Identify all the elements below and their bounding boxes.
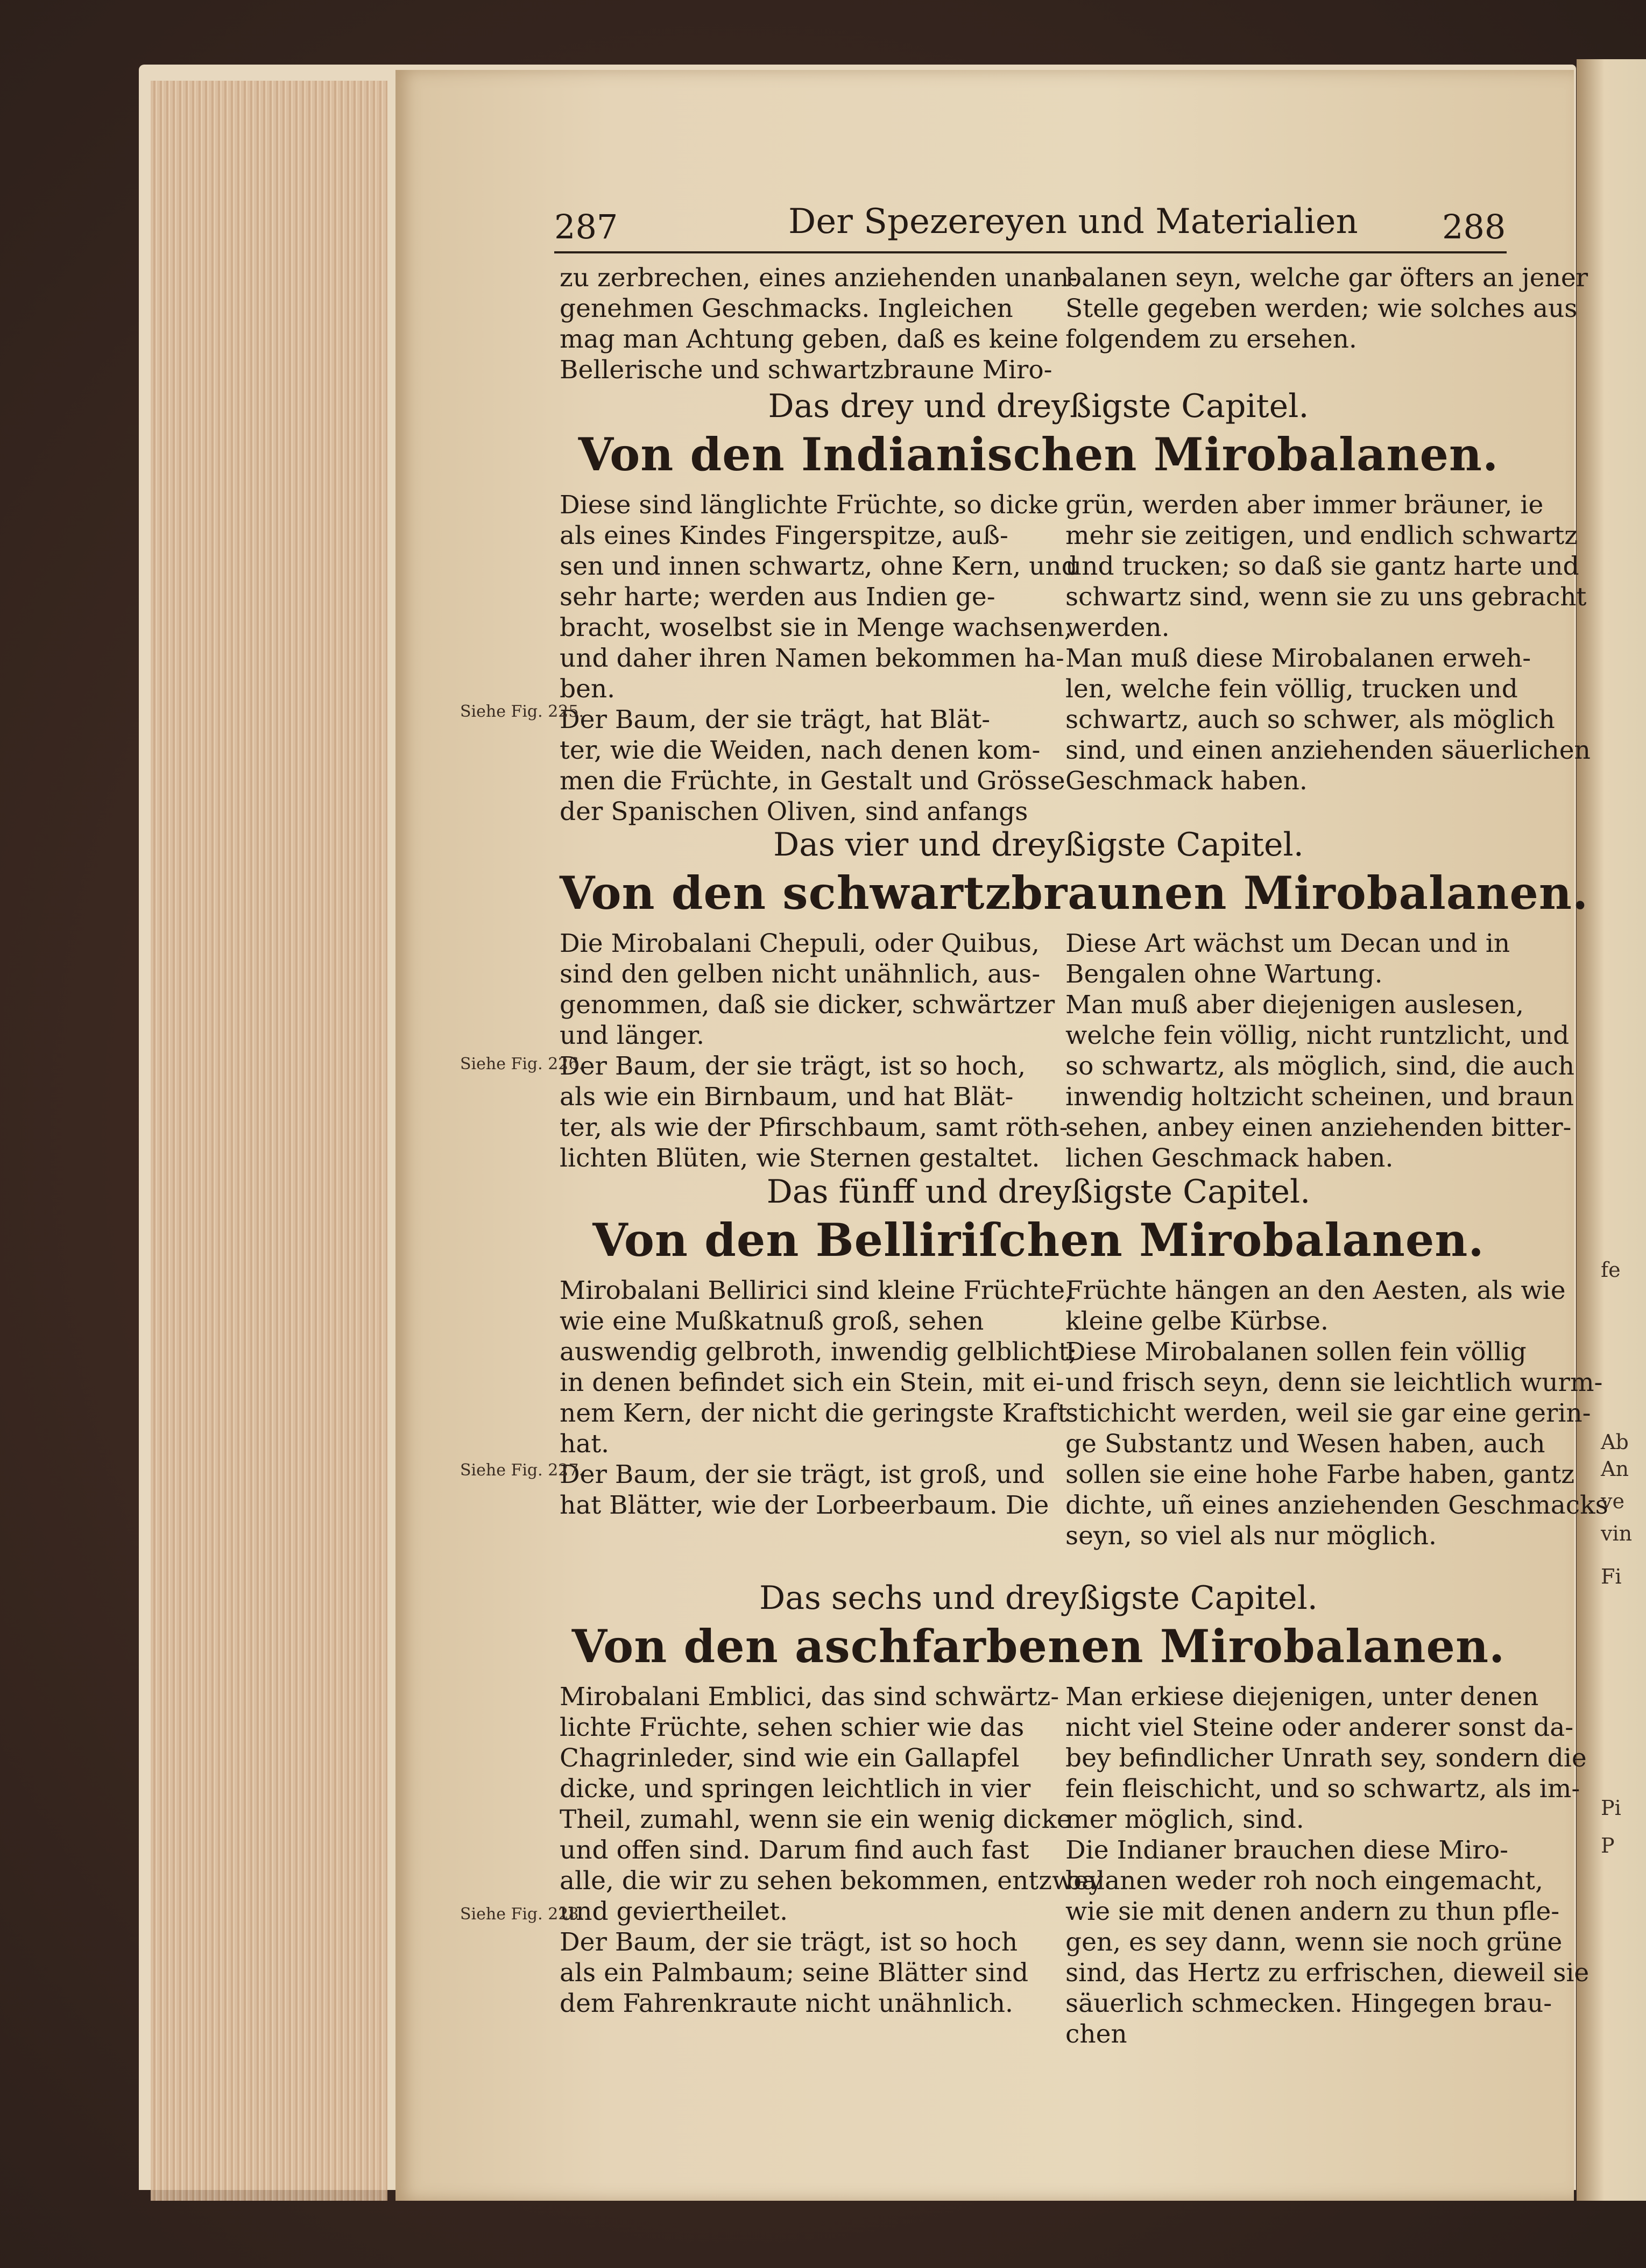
text-line: len, welche fein völlig, trucken und	[1065, 674, 1518, 704]
text-line: sehr harte; werden aus Indien ge-	[560, 582, 995, 612]
text-line: lichte Früchte, sehen schier wie das	[560, 1713, 1025, 1742]
text-line: Bengalen ohne Wartung.	[1065, 959, 1383, 989]
text-line: auswendig gelbroth, inwendig gelblicht;	[560, 1337, 1077, 1367]
text-line: als eines Kindes Fingerspitze, auß-	[560, 521, 1008, 550]
text-line: nicht viel Steine oder anderer sonst da-	[1065, 1713, 1574, 1742]
chapter-heading: Von den schwartzbraunen Mirobalanen.	[560, 866, 1589, 920]
text-line: Der Baum, der sie trägt, ist so hoch	[560, 1927, 1018, 1957]
text-line: sehen, anbey einen anziehenden bitter-	[1065, 1113, 1572, 1142]
text-line: wie eine Mußkatnuß groß, sehen	[560, 1306, 984, 1336]
facing-page-fragment: Fi	[1601, 1565, 1622, 1588]
text-line: Stelle gegeben werden; wie solches aus	[1065, 294, 1578, 323]
text-line: säuerlich schmecken. Hingegen brau-	[1065, 1989, 1552, 2018]
text-line: mer möglich, sind.	[1065, 1805, 1304, 1834]
text-line: Diese Art wächst um Decan und in	[1065, 929, 1510, 958]
text-line: nem Kern, der nicht die geringste Kraft	[560, 1398, 1068, 1428]
text-line: gen, es sey dann, wenn sie noch grüne	[1065, 1927, 1563, 1957]
text-line: grün, werden aber immer bräuner, ie	[1065, 490, 1544, 520]
text-line: als ein Palmbaum; seine Blätter sind	[560, 1958, 1029, 1988]
text-line: men die Früchte, in Gestalt und Grösse	[560, 766, 1065, 796]
text-line: ge Substantz und Wesen haben, auch	[1065, 1429, 1545, 1459]
text-line: Man muß diese Mirobalanen erweh-	[1065, 644, 1531, 673]
facing-page-fragment: Ab	[1601, 1430, 1629, 1454]
text-line: lichten Blüten, wie Sternen gestaltet.	[560, 1143, 1040, 1173]
text-line: Der Baum, der sie trägt, ist groß, und	[560, 1460, 1045, 1489]
text-line: balanen seyn, welche gar öfters an jener	[1065, 263, 1588, 293]
margin-figure-reference: Siehe Fig. 225.	[460, 702, 584, 721]
text-line: Der Baum, der sie trägt, ist so hoch,	[560, 1051, 1026, 1081]
facing-page-fragment: Pi	[1601, 1796, 1621, 1820]
chapter-heading: Von den aschfarbenen Mirobalanen.	[571, 1620, 1506, 1673]
margin-figure-reference: Siehe Fig. 227.	[460, 1461, 584, 1480]
text-line: und länger.	[560, 1021, 705, 1050]
text-line: ter, wie die Weiden, nach denen kom-	[560, 736, 1041, 765]
text-line: bracht, woselbst sie in Menge wachsen,	[560, 613, 1072, 642]
text-line: Man erkiese diejenigen, unter denen	[1065, 1682, 1539, 1712]
text-line: schwartz sind, wenn sie zu uns gebracht	[1065, 582, 1587, 612]
text-line: Mirobalani Emblici, das sind schwärtz-	[560, 1682, 1059, 1712]
facing-page-fragment: vin	[1601, 1522, 1633, 1545]
text-line: balanen weder roh noch eingemacht,	[1065, 1866, 1543, 1896]
text-line: sind, das Hertz zu erfrischen, dieweil sie	[1065, 1958, 1590, 1988]
facing-page-fragment: P	[1601, 1834, 1615, 1857]
facing-page-fragment: fe	[1601, 1258, 1621, 1282]
text-line: dicke, und springen leichtlich in vier	[560, 1774, 1031, 1804]
facing-page-fragment: ve	[1601, 1489, 1624, 1513]
text-line: werden.	[1065, 613, 1170, 642]
chapter-number: Das sechs und dreyßigste Capitel.	[759, 1579, 1318, 1617]
text-line: Geschmack haben.	[1065, 766, 1308, 796]
text-line: ben.	[560, 674, 616, 704]
text-line: fein fleischicht, und so schwartz, als im-	[1065, 1774, 1580, 1804]
text-line: so schwartz, als möglich, sind, die auch	[1065, 1051, 1575, 1081]
text-line: genehmen Geschmacks. Ingleichen	[560, 294, 1013, 323]
header-rule	[554, 251, 1507, 253]
text-line: Diese Mirobalanen sollen fein völlig	[1065, 1337, 1527, 1367]
text-line: und frisch seyn, denn sie leichtlich wurm-	[1065, 1368, 1603, 1397]
text-line: als wie ein Birnbaum, und hat Blät-	[560, 1082, 1014, 1112]
text-line: und trucken; so daß sie gantz harte und	[1065, 552, 1579, 581]
text-line: Chagrinleder, sind wie ein Gallapfel	[560, 1743, 1020, 1773]
page-number-right: 288	[1442, 207, 1506, 246]
chapter-number: Das fünff und dreyßigste Capitel.	[766, 1173, 1311, 1211]
text-line: ter, als wie der Pfirschbaum, samt röth-	[560, 1113, 1068, 1142]
text-line: mag man Achtung geben, daß es keine	[560, 324, 1059, 354]
text-line: Diese sind länglichte Früchte, so dicke	[560, 490, 1059, 520]
text-line: sollen sie eine hohe Farbe haben, gantz	[1065, 1460, 1574, 1489]
text-line: dichte, uñ eines anziehenden Geschmacks	[1065, 1490, 1608, 1520]
text-line: welche fein völlig, nicht runtzlicht, und	[1065, 1021, 1570, 1050]
text-line: Theil, zumahl, wenn sie ein wenig dicke	[560, 1805, 1072, 1834]
text-line: Man muß aber diejenigen auslesen,	[1065, 990, 1524, 1020]
text-line: Früchte hängen an den Aesten, als wie	[1065, 1276, 1566, 1305]
page-number-left: 287	[554, 207, 618, 246]
text-line: seyn, so viel als nur möglich.	[1065, 1521, 1437, 1551]
text-line: lichen Geschmack haben.	[1065, 1143, 1394, 1173]
text-line: inwendig holtzicht scheinen, und braun	[1065, 1082, 1574, 1112]
margin-figure-reference: Siehe Fig. 226.	[460, 1055, 584, 1073]
running-title: Der Spezereyen und Materialien	[788, 202, 1358, 242]
chapter-number: Das drey und dreyßigste Capitel.	[768, 387, 1309, 425]
text-line: hat Blätter, wie der Lorbeerbaum. Die	[560, 1490, 1049, 1520]
chapter-heading: Von den Indianischen Mirobalanen.	[578, 428, 1499, 481]
text-line: alle, die wir zu sehen bekommen, entzwey	[560, 1866, 1103, 1896]
chapter-heading: Von den Belliriſchen Mirobalanen.	[592, 1213, 1485, 1267]
text-line: dem Fahrenkraute nicht unähnlich.	[560, 1989, 1013, 2018]
text-line: Die Mirobalani Chepuli, oder Quibus,	[560, 929, 1040, 958]
text-line: bey befindlicher Unrath sey, sondern die	[1065, 1743, 1587, 1773]
text-line: sen und innen schwartz, ohne Kern, und	[560, 552, 1078, 581]
text-line: genommen, daß sie dicker, schwärtzer	[560, 990, 1055, 1020]
margin-figure-reference: Siehe Fig. 228.	[460, 1905, 584, 1924]
text-line: kleine gelbe Kürbse.	[1065, 1306, 1329, 1336]
text-line: hat.	[560, 1429, 610, 1459]
text-line: zu zerbrechen, eines anziehenden unan-	[560, 263, 1078, 293]
text-line: sind den gelben nicht unähnlich, aus-	[560, 959, 1041, 989]
text-line: und geviertheilet.	[560, 1897, 788, 1926]
text-line: und offen sind. Darum find auch fast	[560, 1835, 1029, 1865]
text-line: chen	[1065, 2019, 1127, 2049]
text-line: Mirobalani Bellirici sind kleine Früchte,	[560, 1276, 1073, 1305]
text-line: sind, und einen anziehenden säuerlichen	[1065, 736, 1591, 765]
text-line: in denen befindet sich ein Stein, mit ei-	[560, 1368, 1064, 1397]
text-line: Der Baum, der sie trägt, hat Blät-	[560, 705, 991, 734]
chapter-number: Das vier und dreyßigste Capitel.	[773, 826, 1304, 864]
text-line: wie sie mit denen andern zu thun pfle-	[1065, 1897, 1560, 1926]
facing-page-fragment: An	[1601, 1457, 1629, 1481]
text-line: der Spanischen Oliven, sind anfangs	[560, 797, 1028, 826]
text-line: und daher ihren Namen bekommen ha-	[560, 644, 1064, 673]
text-line: Die Indianer brauchen diese Miro-	[1065, 1835, 1509, 1865]
text-line: stichicht werden, weil sie gar eine gerin-	[1065, 1398, 1591, 1428]
text-line: folgendem zu ersehen.	[1065, 324, 1357, 354]
text-line: Bellerische und schwartzbraune Miro-	[560, 355, 1052, 385]
text-line: mehr sie zeitigen, und endlich schwartz	[1065, 521, 1578, 550]
text-line: schwartz, auch so schwer, als möglich	[1065, 705, 1555, 734]
